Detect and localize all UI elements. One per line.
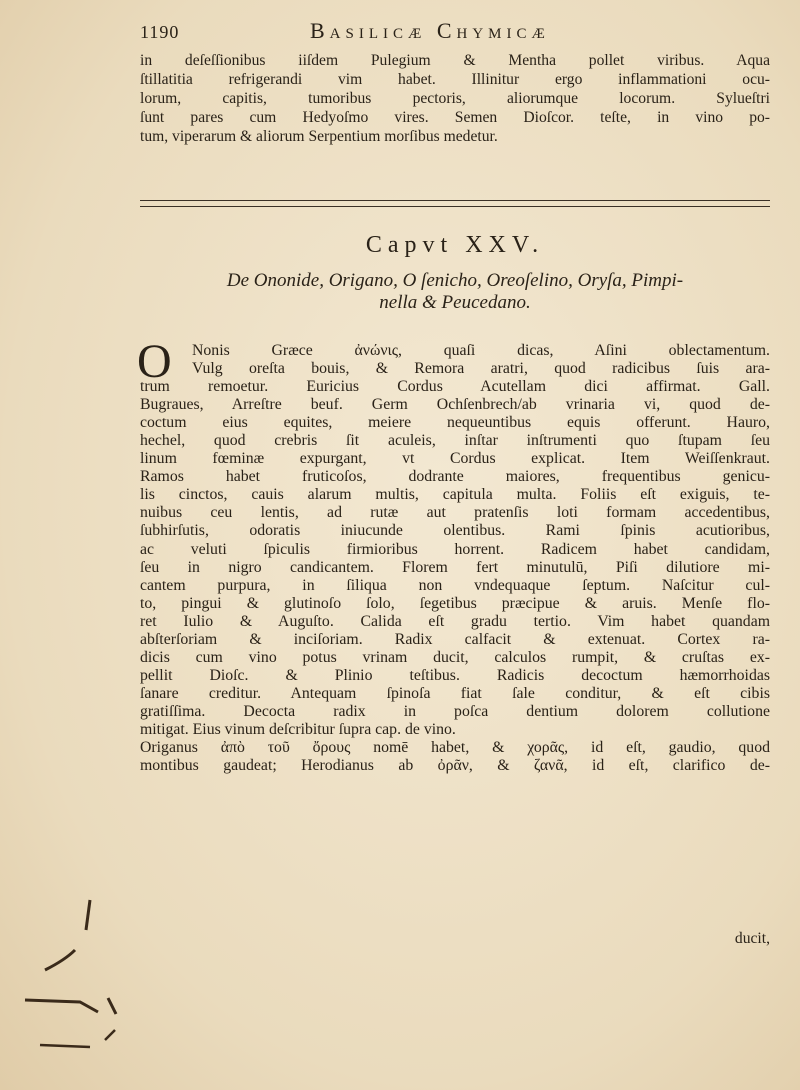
text-line: cantem purpura, in ſiliqua non vndequaque ſeptum. Naſcitur cul- xyxy=(140,576,770,594)
text-line: nuibus ceu lentis, ad rutæ aut pratenſis loti formam accedentibus, xyxy=(140,504,770,522)
text-line: montibus gaudeat; Herodianus ab ὀρᾶν, & ζανᾶ, id eſt, clarifico de- xyxy=(140,757,770,775)
margin-ink-marks xyxy=(20,890,130,1060)
page-number: 1190 xyxy=(140,22,180,42)
text-line: ac veluti ſpiculis firmioribus horrent. Radicem habet candidam, xyxy=(140,540,770,558)
text-line: hechel, quod crebris ſit aculeis, inſtar inſtrumenti quo ſtupam ſeu xyxy=(140,432,770,450)
text-line: lis cinctos, cauis alarum multis, capitula multa. Foliis eſt exiguis, te- xyxy=(140,486,770,504)
text-line: Vulg oreſta bouis, & Remora aratri, quod radicibus ſuis ara- xyxy=(192,360,770,378)
text-line: Origanus ἀπὸ τοῦ ὄρους nomē habet, & χορᾶς, id eſt, gaudio, quod xyxy=(140,739,770,757)
text-line: lorum, capitis, tumoribus pectoris, aliorumque locorum. Sylueſtri xyxy=(140,89,770,107)
text-line: abſterſoriam & inciſoriam. Radix calfacit & extenuat. Cortex ra- xyxy=(140,630,770,648)
top-paragraph xyxy=(140,52,770,147)
text-line: ſubhirſutis, odoratis iniucunde olentibus. Rami ſpinis acutioribus, xyxy=(140,522,770,540)
text-line: ret Iulio & Auguſto. Calida eſt gradu tertio. Vim habet quandam xyxy=(140,612,770,630)
text-line: pellit Dioſc. & Plinio teſtibus. Radicis decoctum hæmorrhoidas xyxy=(140,666,770,684)
text-line: Nonis Græce ἀνώνις, quaſi dicas, Aſini oblectamentum. xyxy=(192,342,770,359)
running-title: Basilicæ Chymicæ xyxy=(310,18,550,43)
text-line: Bugraues, Arreſtre beuf. Germ Ochſenbrech/ab vrinaria vi, quod de- xyxy=(140,396,770,414)
text-line: to, pingui & glutinoſo ſolo, ſegetibus præcipue & aruis. Menſe flo- xyxy=(140,594,770,612)
text-line: linum fœminæ expurgant, vt Cordus explicat. Item Weiſſenkraut. xyxy=(140,450,770,468)
text-line: Ramos habet fruticoſos, dodrante maiores, frequentibus genicu- xyxy=(140,468,770,486)
running-head xyxy=(140,18,770,48)
ink-stroke xyxy=(45,950,75,970)
chapter-title: Capvt XXV. xyxy=(365,232,545,258)
ink-stroke xyxy=(40,1045,90,1047)
text-line: ſanare creditur. Antequam ſpinoſa fiat ſale conditur, & eſt cibis xyxy=(140,684,770,702)
text-line: gratiſſima. Decocta radix in poſca dentium dolorem collutione xyxy=(140,702,770,720)
ink-stroke xyxy=(86,900,90,930)
divider-rule xyxy=(140,200,770,201)
subtitle-line: De Ononide, Origano, O ſenicho, Oreoſelino, Oryſa, Pimpi- xyxy=(226,270,684,291)
ink-stroke xyxy=(105,1030,115,1040)
text-line: mitigat. Eius vinum deſcribitur ſupra cap. de vino. xyxy=(140,720,456,738)
text-line: dicis cum vino potus vrinam ducit, calculos rumpit, & cruſtas ex- xyxy=(140,648,770,666)
drop-cap: O xyxy=(137,335,172,388)
ink-stroke xyxy=(108,998,116,1014)
chapter-subtitle xyxy=(140,270,770,314)
main-paragraph xyxy=(140,342,770,775)
text-line: coctum eius equites, meiere nequeuntibus equis offerunt. Hauro, xyxy=(140,414,770,432)
text-line: trum remoetur. Euricius Cordus Acutellam dici affirmat. Gall. xyxy=(140,378,770,396)
text-line: ſtillatitia refrigerandi vim habet. Illinitur ergo inflammationi ocu- xyxy=(140,70,770,88)
catchword: ducit, xyxy=(734,930,770,947)
text-line: ſeu in nigro candicantem. Florem fert minutulū, Piſi dilutiore mi- xyxy=(140,558,770,576)
text-line: tum, viperarum & aliorum Serpentium morſibus medetur. xyxy=(140,127,498,145)
text-line: ſunt pares cum Hedyoſmo vires. Semen Dioſcor. teſte, in vino po- xyxy=(140,108,770,126)
text-line: in deſeſſionibus iiſdem Pulegium & Mentha pollet viribus. Aqua xyxy=(140,52,770,69)
subtitle-line: nella & Peucedano. xyxy=(379,292,531,313)
ink-stroke xyxy=(25,1000,98,1012)
divider-rule-thin xyxy=(140,206,770,207)
